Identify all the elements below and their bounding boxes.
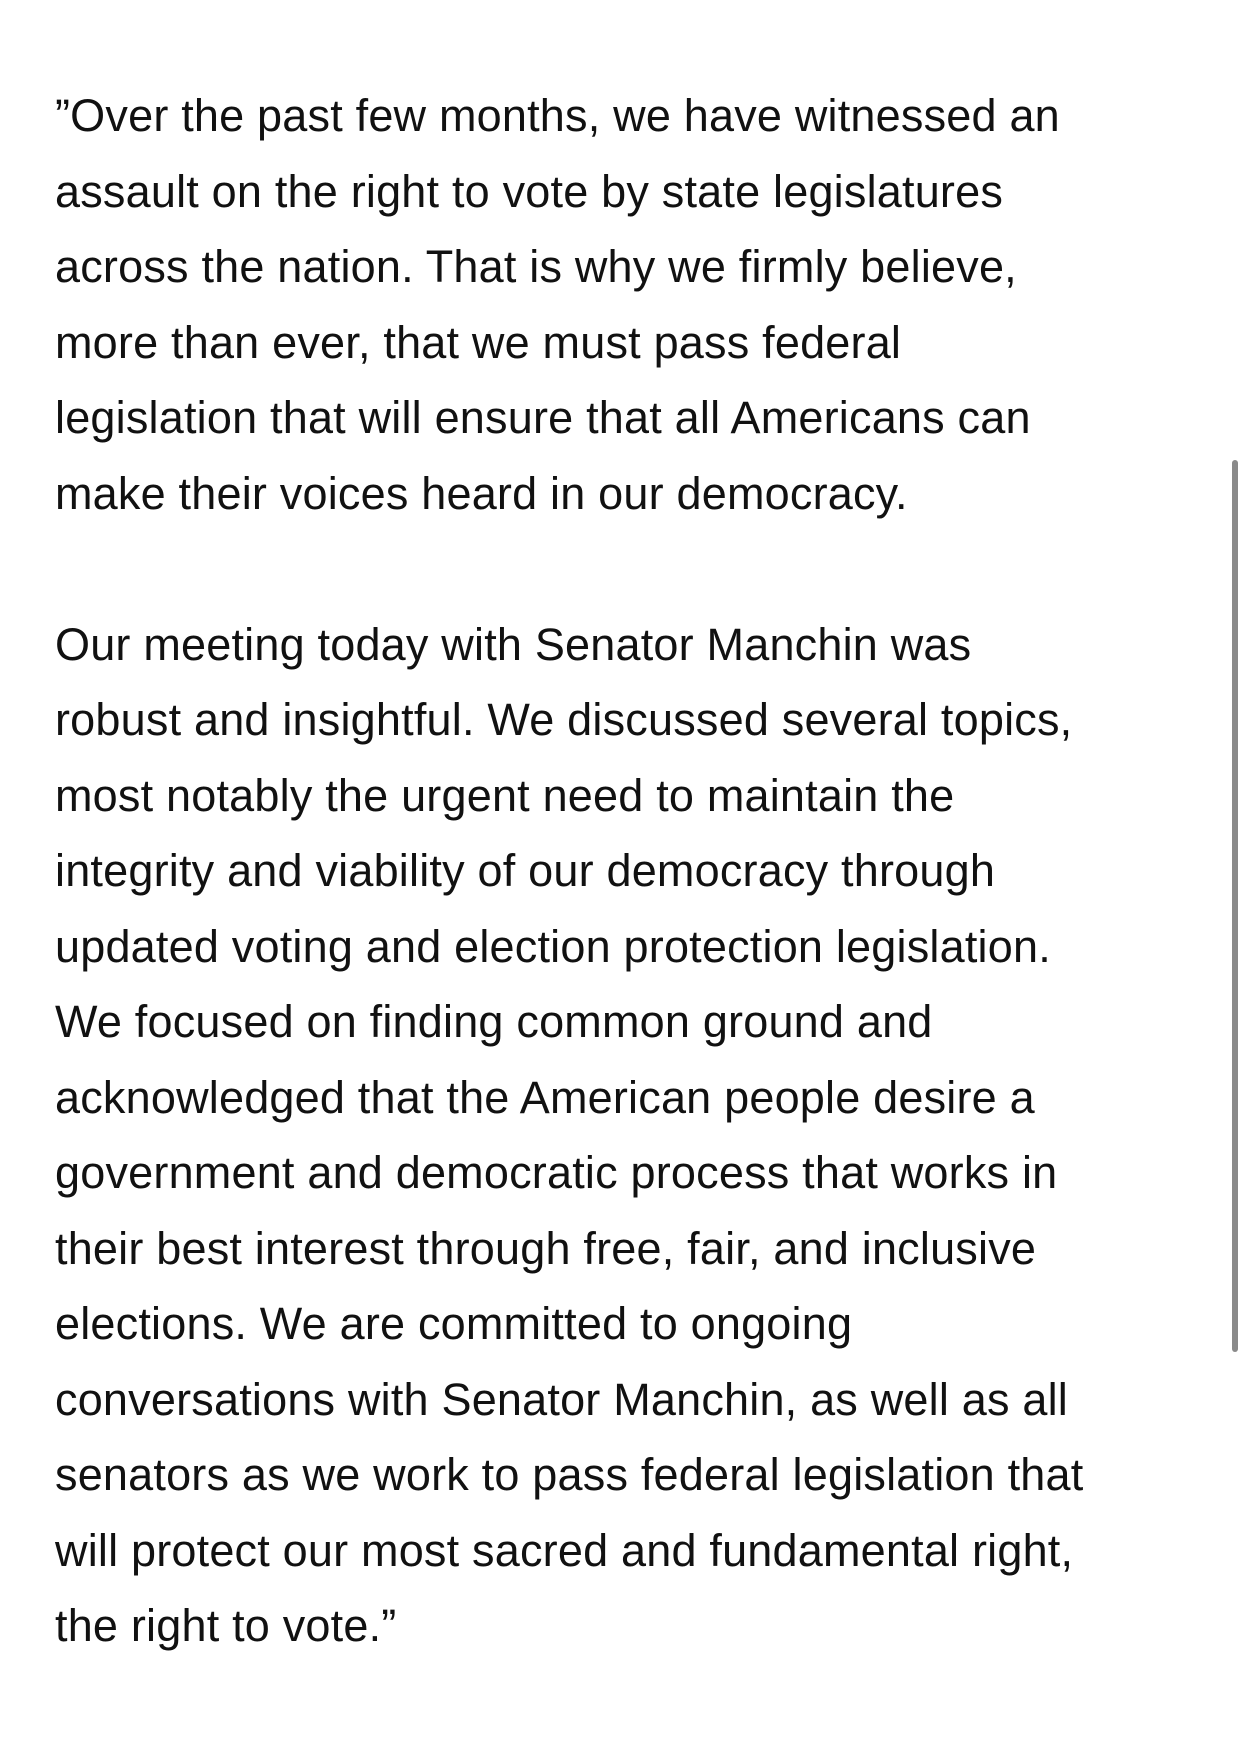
text-line: Our meeting today with Senator Manchin was — [55, 618, 972, 670]
text-line: the right to vote.” — [55, 1600, 397, 1651]
paragraph-1 — [55, 78, 1195, 531]
statement-body — [55, 78, 1195, 1664]
text-line: senators as we work to pass federal legislation that — [55, 1449, 1084, 1500]
text-line: assault on the right to vote by state legislatures — [55, 165, 1004, 217]
text-line: government and democratic process that works in — [55, 1147, 1058, 1198]
text-line: acknowledged that the American people desire a — [55, 1071, 1035, 1123]
scrollbar[interactable] — [1232, 460, 1238, 1352]
text-line: legislation that will ensure that all Americans can — [55, 392, 1031, 443]
paragraph-2 — [55, 607, 1195, 1664]
paragraph-spacer — [55, 531, 1195, 607]
text-line: integrity and viability of our democracy through — [55, 845, 996, 896]
text-line: their best interest through free, fair, and inclusive — [55, 1222, 1037, 1274]
text-line: elections. We are committed to ongoing — [55, 1298, 853, 1349]
text-line: most notably the urgent need to maintain the — [55, 769, 955, 821]
text-line: conversations with Senator Manchin, as well as all — [55, 1373, 1068, 1425]
text-line: We focused on finding common ground and — [55, 996, 933, 1047]
text-line: robust and insightful. We discussed several topics, — [55, 694, 1073, 745]
text-line: across the nation. That is why we firmly believe, — [55, 241, 1017, 292]
text-line: will protect our most sacred and fundamental right, — [55, 1524, 1074, 1576]
text-line: updated voting and election protection legislation. — [55, 920, 1051, 972]
text-line: more than ever, that we must pass federal — [55, 316, 902, 368]
text-line: make their voices heard in our democracy. — [55, 467, 908, 519]
text-line: ”Over the past few months, we have witnessed an — [55, 90, 1060, 141]
